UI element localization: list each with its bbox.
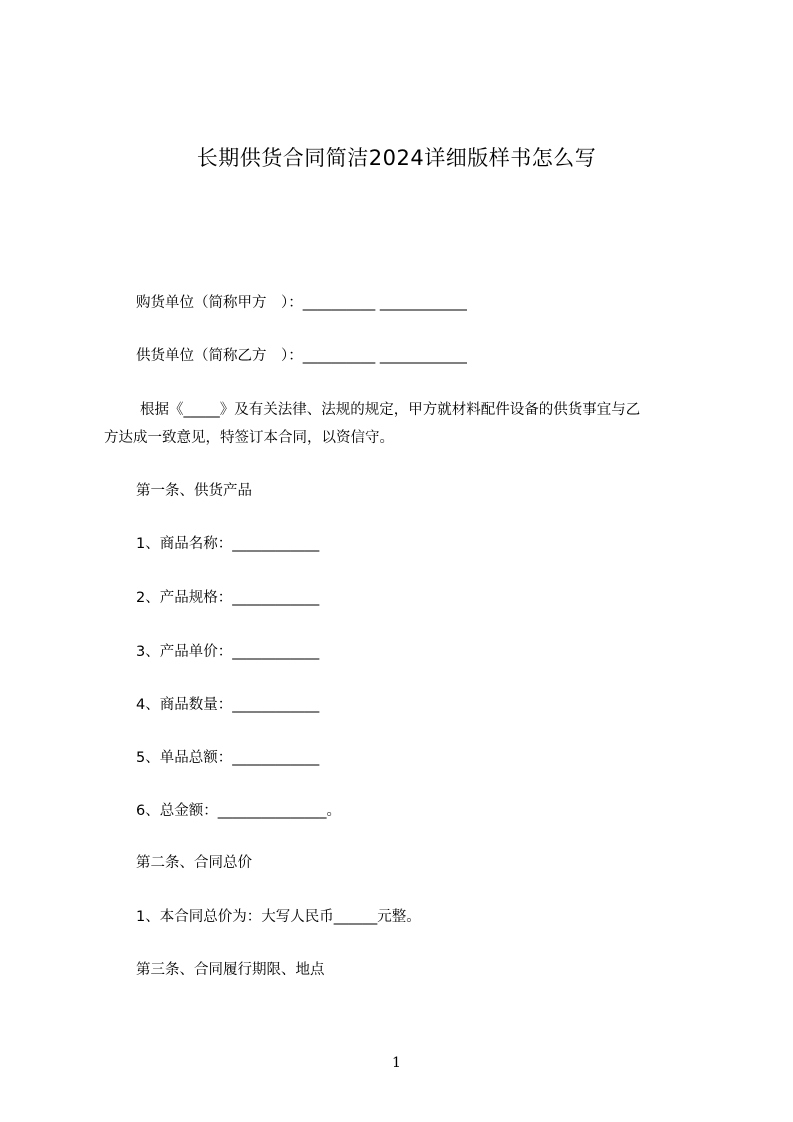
item-product-name: 1、商品名称：____________ bbox=[136, 536, 320, 552]
article-1-heading: 第一条、供货产品 bbox=[136, 483, 252, 499]
intro-paragraph bbox=[104, 396, 716, 452]
item-quantity: 4、商品数量：____________ bbox=[136, 697, 320, 713]
page-number: 1 bbox=[392, 1055, 401, 1071]
seller-line: 供货单位（简称乙方 ）：__________ ____________ bbox=[136, 348, 467, 364]
item-total-amount: 6、总金额：_______________。 bbox=[136, 803, 341, 819]
article-2-heading: 第二条、合同总价 bbox=[136, 855, 252, 871]
intro-line-2: 方达成一致意见，特签订本合同，以资信守。 bbox=[104, 430, 394, 446]
intro-line-1: 根据《_____》及有关法律、法规的规定，甲方就材料配件设备的供货事宜与乙 bbox=[140, 402, 641, 418]
total-price-line: 1、本合同总价为：大写人民币______元整。 bbox=[136, 909, 421, 925]
document-title: 长期供货合同简洁2024详细版样书怎么写 bbox=[196, 146, 597, 170]
item-product-spec: 2、产品规格：____________ bbox=[136, 590, 320, 606]
article-3-heading: 第三条、合同履行期限、地点 bbox=[136, 962, 325, 978]
buyer-line: 购货单位（简称甲方 ）：__________ ____________ bbox=[136, 295, 467, 311]
item-unit-price: 3、产品单价：____________ bbox=[136, 644, 320, 660]
item-subtotal: 5、单品总额：____________ bbox=[136, 750, 320, 766]
